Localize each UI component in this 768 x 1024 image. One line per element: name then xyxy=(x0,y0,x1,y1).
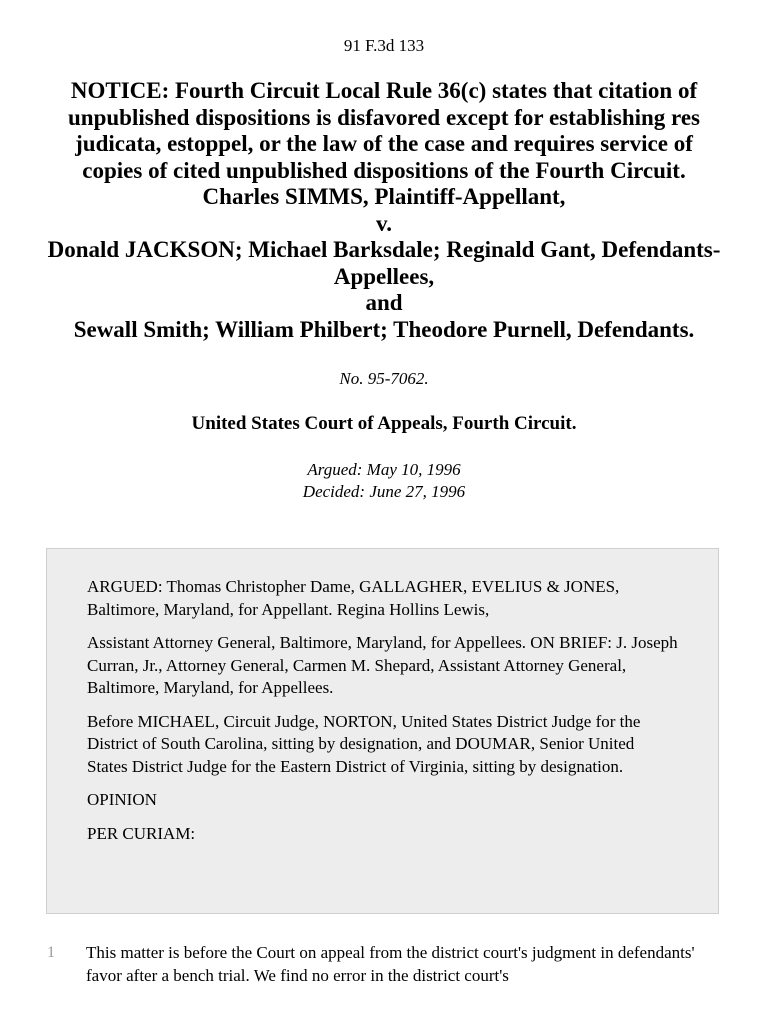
rule-notice: NOTICE: Fourth Circuit Local Rule 36(c) states that citation of unpublished dispositions is disfavored except for establishing res judicata, estoppel, or the law of the case and requires service of copies of cited unpublished dispositions of the Fourth Circuit. xyxy=(67,78,700,183)
case-caption xyxy=(44,78,724,343)
docket-number: No. 95-7062. xyxy=(339,369,429,388)
appellees-line: Donald JACKSON; Michael Barksdale; Reginald Gant, Defendants-Appellees, xyxy=(47,237,721,289)
paragraph-text: This matter is before the Court on appeal from the district court's judgment in defendants' favor after a bench trial. We find no error in the district court's xyxy=(86,943,695,985)
defendants-line: Sewall Smith; William Philbert; Theodore Purnell, Defendants. xyxy=(73,316,695,342)
and-line: and xyxy=(365,290,403,315)
opinion-heading: OPINION xyxy=(87,790,157,809)
court-name: United States Court of Appeals, Fourth Circuit. xyxy=(191,413,577,434)
argued-counsel: ARGUED: Thomas Christopher Dame, GALLAGHER, EVELIUS & JONES, Baltimore, Maryland, for Appellant. Regina Hollins Lewis, xyxy=(87,577,620,619)
per-curiam-heading: PER CURIAM: xyxy=(87,823,196,843)
paragraph-number: 1 xyxy=(47,944,55,961)
plaintiff-line: Charles SIMMS, Plaintiff-Appellant, xyxy=(202,184,566,209)
versus-line: v. xyxy=(376,210,392,236)
panel-judges: Before MICHAEL, Circuit Judge, NORTON, United States District Judge for the District of South Carolina, sitting by designation, and DOUMAR, Senior United States District Judge for the Eastern District of Virginia, sitting by designation. xyxy=(87,711,641,776)
argued-date: Argued: May 10, 1996 xyxy=(307,460,461,479)
brief-counsel: Assistant Attorney General, Baltimore, Maryland, for Appellees. ON BRIEF: J. Joseph Curran, Jr., Attorney General, Carmen M. Shepard, Assistant Attorney General, Baltimore, Maryland, for Appellees. xyxy=(87,633,678,697)
decided-date: Decided: June 27, 1996 xyxy=(302,482,466,501)
case-summary-box xyxy=(46,548,719,914)
case-citation: 91 F.3d 133 xyxy=(343,36,425,55)
case-dates xyxy=(0,459,768,503)
